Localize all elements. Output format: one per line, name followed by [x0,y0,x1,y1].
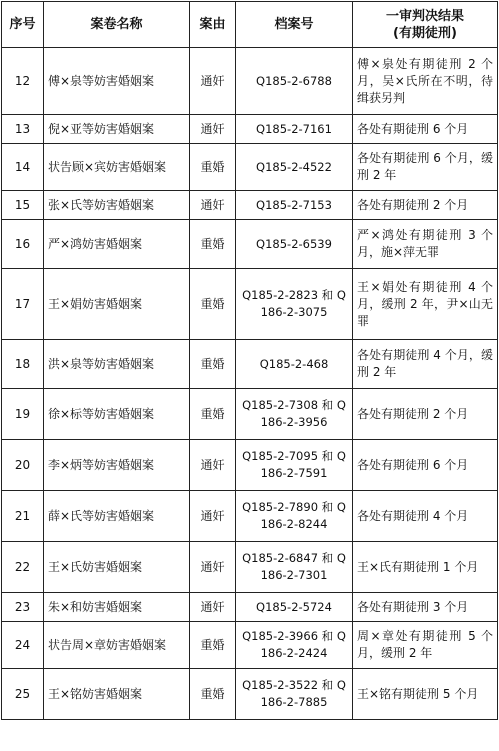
table-body [2,48,498,720]
case-cause: 通奸 [190,115,236,144]
header-result [353,2,498,48]
judgment-result: 各处有期徒刑 4 个月 [353,491,498,542]
judgment-result: 王×氏有期徒刑 1 个月 [353,542,498,593]
row-number: 19 [2,389,44,440]
case-cause: 通奸 [190,542,236,593]
table-row [2,491,498,542]
table-row [2,593,498,622]
row-number: 13 [2,115,44,144]
judgment-result: 各处有期徒刑 2 个月 [353,191,498,220]
case-name: 薛×氏等妨害婚姻案 [44,491,190,542]
header-row [2,2,498,48]
file-number: Q185-2-2823 和 Q186-2-3075 [236,269,353,340]
case-name: 张×氏等妨害婚姻案 [44,191,190,220]
header-result-line2: (有期徒刑) [393,25,457,41]
table-row [2,542,498,593]
case-cause: 通奸 [190,48,236,115]
case-name: 状告顾×宾妨害婚姻案 [44,144,190,191]
header-name: 案卷名称 [44,2,190,48]
case-cause: 重婚 [190,220,236,269]
case-name: 倪×亚等妨害婚姻案 [44,115,190,144]
header-no: 序号 [2,2,44,48]
table-row [2,340,498,389]
case-name: 李×炳等妨害婚姻案 [44,440,190,491]
file-number: Q185-2-6847 和 Q186-2-7301 [236,542,353,593]
header-cause: 案由 [190,2,236,48]
table-row [2,440,498,491]
file-number: Q185-2-3522 和 Q186-2-7885 [236,669,353,720]
case-name: 严×鸿妨害婚姻案 [44,220,190,269]
table-row [2,48,498,115]
judgment-result: 傅×泉处有期徒刑 2 个月，吴×氏所在不明，待缉获另判 [353,48,498,115]
file-number: Q185-2-6539 [236,220,353,269]
table-row [2,115,498,144]
table-row [2,622,498,669]
table-row [2,669,498,720]
judgment-result: 各处有期徒刑 4 个月，缓刑 2 年 [353,340,498,389]
table-row [2,389,498,440]
case-name: 徐×标等妨害婚姻案 [44,389,190,440]
row-number: 23 [2,593,44,622]
case-cause: 通奸 [190,440,236,491]
case-name: 王×铭妨害婚姻案 [44,669,190,720]
row-number: 16 [2,220,44,269]
row-number: 17 [2,269,44,340]
row-number: 21 [2,491,44,542]
judgment-result: 各处有期徒刑 6 个月 [353,440,498,491]
case-cause: 重婚 [190,669,236,720]
case-cause: 重婚 [190,622,236,669]
header-result-line1: 一审判决结果 [385,8,464,24]
judgment-result: 各处有期徒刑 6 个月，缓刑 2 年 [353,144,498,191]
case-name: 朱×和妨害婚姻案 [44,593,190,622]
file-number: Q185-2-3966 和 Q186-2-2424 [236,622,353,669]
case-name: 王×娟妨害婚姻案 [44,269,190,340]
table-row [2,269,498,340]
judgment-result: 严×鸿处有期徒刑 3 个月，施×萍无罪 [353,220,498,269]
case-table [1,1,498,720]
table-row [2,191,498,220]
file-number: Q185-2-7161 [236,115,353,144]
judgment-result: 各处有期徒刑 3 个月 [353,593,498,622]
file-number: Q185-2-468 [236,340,353,389]
case-cause: 重婚 [190,269,236,340]
file-number: Q185-2-7095 和 Q186-2-7591 [236,440,353,491]
case-cause: 重婚 [190,340,236,389]
row-number: 14 [2,144,44,191]
case-cause: 重婚 [190,389,236,440]
file-number: Q185-2-7153 [236,191,353,220]
case-name: 王×氏妨害婚姻案 [44,542,190,593]
case-name: 傅×泉等妨害婚姻案 [44,48,190,115]
row-number: 15 [2,191,44,220]
judgment-result: 各处有期徒刑 2 个月 [353,389,498,440]
row-number: 12 [2,48,44,115]
header-file: 档案号 [236,2,353,48]
judgment-result: 王×娟处有期徒刑 4 个月，缓刑 2 年，尹×山无罪 [353,269,498,340]
case-cause: 通奸 [190,593,236,622]
file-number: Q185-2-6788 [236,48,353,115]
row-number: 24 [2,622,44,669]
row-number: 25 [2,669,44,720]
row-number: 20 [2,440,44,491]
table-row [2,144,498,191]
table-row [2,220,498,269]
file-number: Q185-2-7890 和 Q186-2-8244 [236,491,353,542]
file-number: Q185-2-5724 [236,593,353,622]
case-name: 状告周×章妨害婚姻案 [44,622,190,669]
judgment-result: 王×铭有期徒刑 5 个月 [353,669,498,720]
case-cause: 通奸 [190,191,236,220]
file-number: Q185-2-4522 [236,144,353,191]
judgment-result: 各处有期徒刑 6 个月 [353,115,498,144]
case-cause: 通奸 [190,491,236,542]
row-number: 18 [2,340,44,389]
file-number: Q185-2-7308 和 Q186-2-3956 [236,389,353,440]
row-number: 22 [2,542,44,593]
judgment-result: 周×章处有期徒刑 5 个月，缓刑 2 年 [353,622,498,669]
case-name: 洪×泉等妨害婚姻案 [44,340,190,389]
case-cause: 重婚 [190,144,236,191]
